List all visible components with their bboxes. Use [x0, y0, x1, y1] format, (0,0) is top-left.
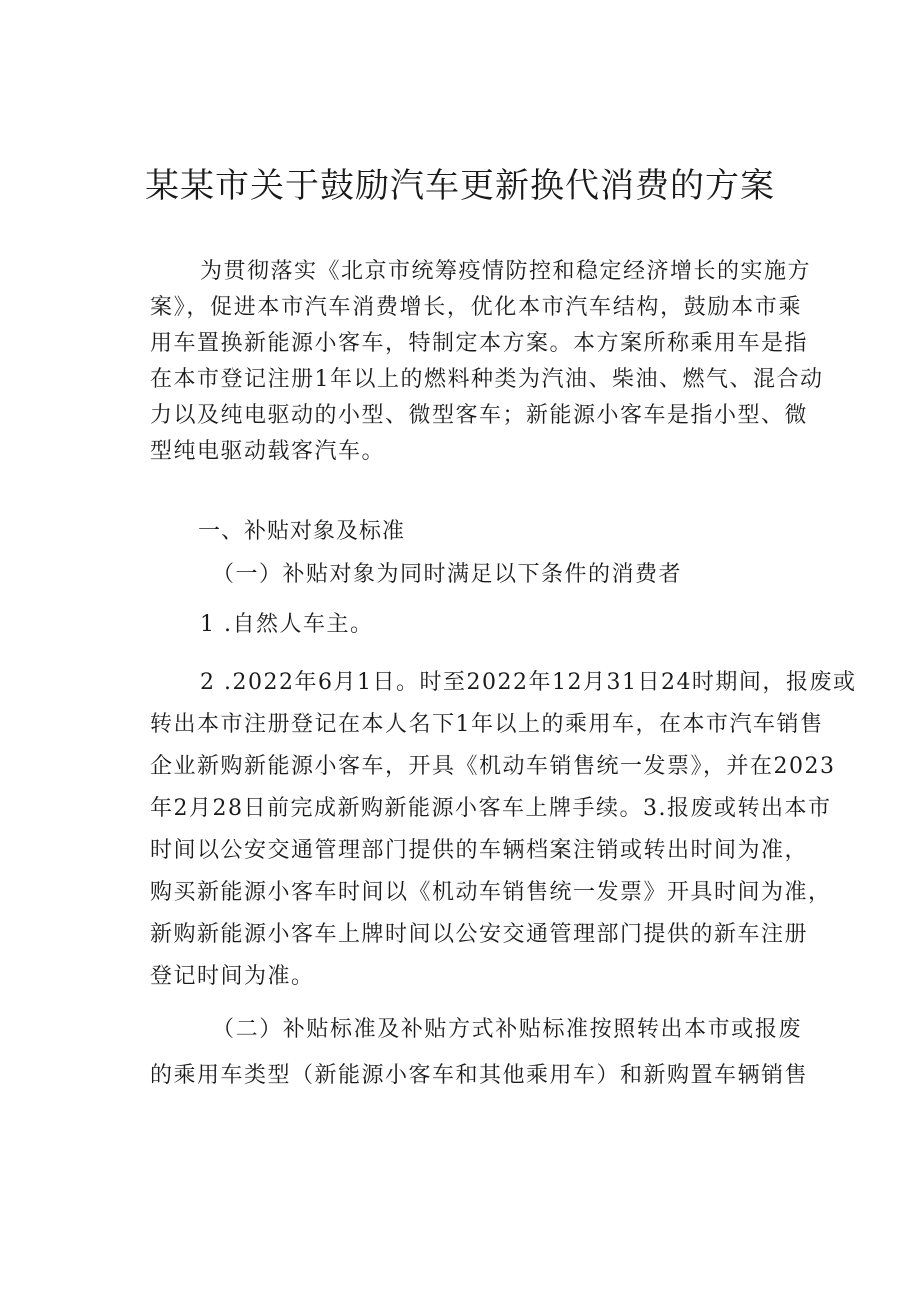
item2-paragraph [150, 665, 857, 995]
intro-line: 在本市登记注册1年以上的燃料种类为汽油、柴油、燃气、混合动 [150, 367, 824, 392]
item2-line: 年2月28日前完成新购新能源小客车上牌手续。3.报废或转出本市 [150, 796, 832, 821]
intro-line: 型纯电驱动载客汽车。 [150, 439, 386, 464]
subsection2-line: （二）补贴标准及补贴方式补贴标准按照转出本市或报废 [212, 1017, 802, 1042]
intro-paragraph [150, 254, 824, 470]
item2-line: 2 .2022年6月1日。时至2022年12月31日24时期间，报废或 [200, 670, 857, 695]
intro-line: 力以及纯电驱动的小型、微型客车；新能源小客车是指小型、微 [150, 403, 809, 428]
intro-line: 案》，促进本市汽车消费增长，优化本市汽车结构，鼓励本市乘 [150, 295, 802, 320]
intro-line: 用车置换新能源小客车，特制定本方案。本方案所称乘用车是指 [150, 331, 809, 356]
item2-line: 企业新购新能源小客车，开具《机动车销售统一发票》，并在2023 [150, 754, 836, 779]
item2-line: 登记时间为准。 [150, 964, 315, 989]
item2-line: 购买新能源小客车时间以《机动车销售统一发票》开具时间为准， [150, 880, 832, 905]
subsection2-paragraph [150, 1012, 809, 1094]
item2-line: 转出本市注册登记在本人名下1年以上的乘用车，在本市汽车销售 [150, 712, 824, 737]
item2-line: 时间以公安交通管理部门提供的车辆档案注销或转出时间为准， [150, 838, 809, 863]
document-title: 某某市关于鼓励汽车更新换代消费的方案 [145, 166, 775, 206]
intro-line: 为贯彻落实《北京市统筹疫情防控和稳定经济增长的实施方 [200, 259, 812, 284]
section1-heading: 一、补贴对象及标准 [198, 519, 406, 544]
item1-text: 1 .自然人车主。 [200, 612, 374, 637]
subsection1-title: （一）补贴对象为同时满足以下条件的消费者 [212, 562, 683, 587]
item2-line: 新购新能源小客车上牌时间以公安交通管理部门提供的新车注册 [150, 922, 809, 947]
subsection2-line: 的乘用车类型（新能源小客车和其他乘用车）和新购置车辆销售 [150, 1063, 809, 1088]
